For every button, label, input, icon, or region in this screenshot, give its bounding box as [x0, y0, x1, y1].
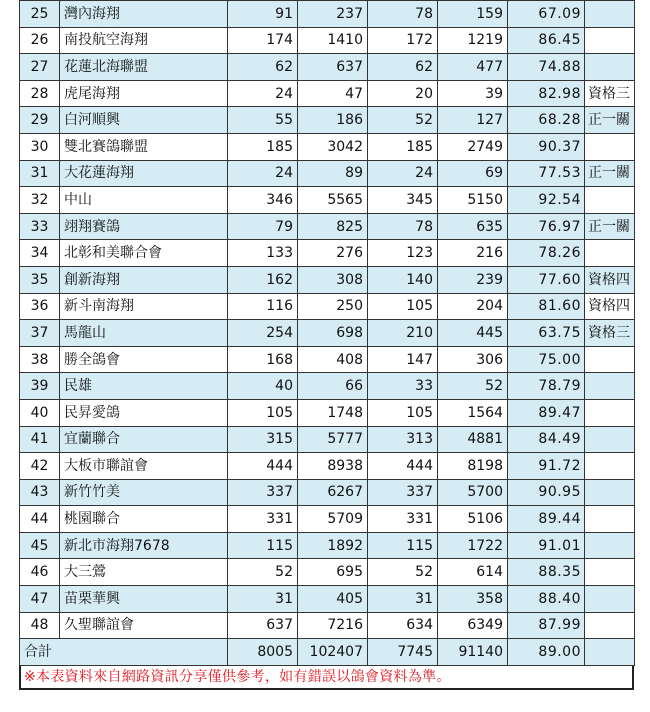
rate-value: 90.95 [508, 479, 585, 506]
row-number: 36 [20, 293, 60, 320]
row-number: 37 [20, 320, 60, 347]
club-name: 北彰和美聯合會 [60, 240, 228, 267]
value-a: 24 [228, 80, 298, 107]
row-number: 45 [20, 532, 60, 559]
value-a: 162 [228, 266, 298, 293]
row-number: 25 [20, 1, 60, 28]
table-row [20, 426, 635, 453]
row-number: 44 [20, 506, 60, 533]
club-name: 雙北賽鴿聯盟 [60, 133, 228, 160]
value-c: 115 [368, 532, 438, 559]
value-c: 345 [368, 187, 438, 214]
table-row [20, 399, 635, 426]
value-a: 254 [228, 320, 298, 347]
value-d: 1722 [438, 532, 508, 559]
row-number: 40 [20, 399, 60, 426]
value-d: 4881 [438, 426, 508, 453]
value-a: 55 [228, 107, 298, 134]
total-a: 8005 [228, 639, 298, 666]
value-a: 79 [228, 213, 298, 240]
rate-value: 90.37 [508, 133, 585, 160]
value-c: 52 [368, 107, 438, 134]
note-value [585, 373, 635, 400]
table-row [20, 1, 635, 28]
rate-value: 92.54 [508, 187, 585, 214]
club-name: 勝全鴿會 [60, 346, 228, 373]
value-a: 24 [228, 160, 298, 187]
rate-value: 68.28 [508, 107, 585, 134]
value-c: 185 [368, 133, 438, 160]
row-number: 30 [20, 133, 60, 160]
table-row [20, 27, 635, 54]
value-b: 405 [298, 586, 368, 613]
rate-value: 91.01 [508, 532, 585, 559]
table-row [20, 213, 635, 240]
value-b: 695 [298, 559, 368, 586]
value-d: 127 [438, 107, 508, 134]
value-c: 444 [368, 453, 438, 480]
note-value: 正一關 [585, 107, 635, 134]
value-c: 313 [368, 426, 438, 453]
value-a: 444 [228, 453, 298, 480]
footnote: ※本表資料來自網路資訊分享僅供參考，如有錯誤以鴿會資料為準。 [24, 669, 451, 685]
value-b: 66 [298, 373, 368, 400]
club-name: 花蓮北海聯盟 [60, 54, 228, 81]
note-value [585, 27, 635, 54]
value-c: 33 [368, 373, 438, 400]
table-row [20, 80, 635, 107]
rate-value: 86.45 [508, 27, 585, 54]
value-d: 216 [438, 240, 508, 267]
rate-value: 89.44 [508, 506, 585, 533]
value-c: 78 [368, 213, 438, 240]
value-b: 7216 [298, 612, 368, 639]
table-row [20, 107, 635, 134]
value-b: 637 [298, 54, 368, 81]
value-c: 172 [368, 27, 438, 54]
value-c: 105 [368, 293, 438, 320]
total-d: 91140 [438, 639, 508, 666]
value-b: 1410 [298, 27, 368, 54]
value-d: 239 [438, 266, 508, 293]
row-number: 35 [20, 266, 60, 293]
note-value [585, 187, 635, 214]
value-b: 408 [298, 346, 368, 373]
value-c: 331 [368, 506, 438, 533]
value-a: 346 [228, 187, 298, 214]
value-d: 306 [438, 346, 508, 373]
value-d: 204 [438, 293, 508, 320]
note-value [585, 426, 635, 453]
club-name: 翊翔賽鴿 [60, 213, 228, 240]
note-value [585, 479, 635, 506]
value-a: 337 [228, 479, 298, 506]
club-name: 民雄 [60, 373, 228, 400]
rate-value: 67.09 [508, 1, 585, 28]
note-value [585, 586, 635, 613]
note-value: 正一關 [585, 160, 635, 187]
value-a: 174 [228, 27, 298, 54]
club-name: 虎尾海翔 [60, 80, 228, 107]
table-row [20, 479, 635, 506]
value-a: 105 [228, 399, 298, 426]
value-d: 477 [438, 54, 508, 81]
note-value [585, 399, 635, 426]
value-b: 186 [298, 107, 368, 134]
club-name: 新斗南海翔 [60, 293, 228, 320]
note-value [585, 559, 635, 586]
value-d: 635 [438, 213, 508, 240]
note-value [585, 240, 635, 267]
note-value: 正一關 [585, 213, 635, 240]
value-a: 31 [228, 586, 298, 613]
row-number: 48 [20, 612, 60, 639]
value-d: 8198 [438, 453, 508, 480]
value-d: 614 [438, 559, 508, 586]
rate-value: 77.53 [508, 160, 585, 187]
row-number: 39 [20, 373, 60, 400]
rate-value: 78.26 [508, 240, 585, 267]
value-b: 89 [298, 160, 368, 187]
total-note [585, 639, 635, 666]
note-value [585, 54, 635, 81]
results-table [19, 0, 635, 666]
value-d: 2749 [438, 133, 508, 160]
table-row [20, 320, 635, 347]
rate-value: 63.75 [508, 320, 585, 347]
value-d: 358 [438, 586, 508, 613]
note-value: 資格三 [585, 320, 635, 347]
value-c: 31 [368, 586, 438, 613]
value-a: 315 [228, 426, 298, 453]
value-b: 237 [298, 1, 368, 28]
table-row [20, 293, 635, 320]
note-value [585, 133, 635, 160]
rate-value: 76.97 [508, 213, 585, 240]
note-value [585, 532, 635, 559]
table-row [20, 133, 635, 160]
club-name: 苗栗華興 [60, 586, 228, 613]
club-name: 宜蘭聯合 [60, 426, 228, 453]
row-number: 26 [20, 27, 60, 54]
value-a: 115 [228, 532, 298, 559]
results-table-body [20, 1, 635, 666]
value-d: 5700 [438, 479, 508, 506]
rate-value: 74.88 [508, 54, 585, 81]
row-number: 32 [20, 187, 60, 214]
rate-value: 82.98 [508, 80, 585, 107]
total-c: 7745 [368, 639, 438, 666]
club-name: 民昇愛鴿 [60, 399, 228, 426]
value-a: 116 [228, 293, 298, 320]
club-name: 大花蓮海翔 [60, 160, 228, 187]
value-c: 337 [368, 479, 438, 506]
table-row [20, 160, 635, 187]
rate-value: 75.00 [508, 346, 585, 373]
value-b: 698 [298, 320, 368, 347]
table-row [20, 453, 635, 480]
club-name: 新北市海翔7678 [60, 532, 228, 559]
table-row [20, 240, 635, 267]
value-c: 62 [368, 54, 438, 81]
value-a: 52 [228, 559, 298, 586]
table-row [20, 559, 635, 586]
table-row [20, 346, 635, 373]
note-value [585, 612, 635, 639]
value-c: 78 [368, 1, 438, 28]
value-d: 159 [438, 1, 508, 28]
value-d: 6349 [438, 612, 508, 639]
row-number: 31 [20, 160, 60, 187]
row-number: 27 [20, 54, 60, 81]
row-number: 43 [20, 479, 60, 506]
club-name: 大板市聯誼會 [60, 453, 228, 480]
value-b: 3042 [298, 133, 368, 160]
value-c: 140 [368, 266, 438, 293]
total-b: 102407 [298, 639, 368, 666]
value-c: 20 [368, 80, 438, 107]
value-c: 52 [368, 559, 438, 586]
rate-value: 78.79 [508, 373, 585, 400]
value-c: 210 [368, 320, 438, 347]
value-b: 5777 [298, 426, 368, 453]
value-a: 637 [228, 612, 298, 639]
row-number: 33 [20, 213, 60, 240]
value-c: 24 [368, 160, 438, 187]
value-b: 308 [298, 266, 368, 293]
table-row [20, 54, 635, 81]
table-row [20, 506, 635, 533]
club-name: 灣內海翔 [60, 1, 228, 28]
value-b: 276 [298, 240, 368, 267]
row-number: 46 [20, 559, 60, 586]
rate-value: 81.60 [508, 293, 585, 320]
value-a: 185 [228, 133, 298, 160]
value-a: 40 [228, 373, 298, 400]
value-b: 6267 [298, 479, 368, 506]
row-number: 42 [20, 453, 60, 480]
club-name: 大三鶯 [60, 559, 228, 586]
value-b: 1748 [298, 399, 368, 426]
club-name: 新竹竹美 [60, 479, 228, 506]
rate-value: 87.99 [508, 612, 585, 639]
row-number: 38 [20, 346, 60, 373]
value-d: 52 [438, 373, 508, 400]
value-d: 445 [438, 320, 508, 347]
value-b: 250 [298, 293, 368, 320]
table-row [20, 187, 635, 214]
row-number: 29 [20, 107, 60, 134]
value-a: 168 [228, 346, 298, 373]
row-number: 47 [20, 586, 60, 613]
value-b: 5565 [298, 187, 368, 214]
total-rate: 89.00 [508, 639, 585, 666]
value-b: 1892 [298, 532, 368, 559]
club-name: 桃園聯合 [60, 506, 228, 533]
club-name: 馬龍山 [60, 320, 228, 347]
club-name: 久聖聯誼會 [60, 612, 228, 639]
value-b: 825 [298, 213, 368, 240]
value-a: 331 [228, 506, 298, 533]
note-value: 資格四 [585, 293, 635, 320]
value-c: 123 [368, 240, 438, 267]
value-d: 5150 [438, 187, 508, 214]
rate-value: 91.72 [508, 453, 585, 480]
value-d: 69 [438, 160, 508, 187]
table-row [20, 586, 635, 613]
rate-value: 89.47 [508, 399, 585, 426]
club-name: 中山 [60, 187, 228, 214]
table-row [20, 373, 635, 400]
note-value [585, 506, 635, 533]
value-d: 1219 [438, 27, 508, 54]
table-row [20, 266, 635, 293]
value-c: 147 [368, 346, 438, 373]
value-a: 133 [228, 240, 298, 267]
rate-value: 88.35 [508, 559, 585, 586]
value-c: 634 [368, 612, 438, 639]
club-name: 南投航空海翔 [60, 27, 228, 54]
rate-value: 84.49 [508, 426, 585, 453]
value-b: 5709 [298, 506, 368, 533]
value-a: 62 [228, 54, 298, 81]
note-value [585, 1, 635, 28]
rate-value: 77.60 [508, 266, 585, 293]
value-b: 47 [298, 80, 368, 107]
value-d: 39 [438, 80, 508, 107]
row-number: 28 [20, 80, 60, 107]
table-row [20, 532, 635, 559]
value-a: 91 [228, 1, 298, 28]
club-name: 白河順興 [60, 107, 228, 134]
total-label: 合計 [20, 639, 228, 666]
value-b: 8938 [298, 453, 368, 480]
note-value: 資格三 [585, 80, 635, 107]
value-d: 5106 [438, 506, 508, 533]
note-value [585, 346, 635, 373]
club-name: 創新海翔 [60, 266, 228, 293]
row-number: 34 [20, 240, 60, 267]
note-value: 資格四 [585, 266, 635, 293]
value-d: 1564 [438, 399, 508, 426]
value-c: 105 [368, 399, 438, 426]
row-number: 41 [20, 426, 60, 453]
total-row [20, 639, 635, 666]
note-value [585, 453, 635, 480]
rate-value: 88.40 [508, 586, 585, 613]
table-row [20, 612, 635, 639]
